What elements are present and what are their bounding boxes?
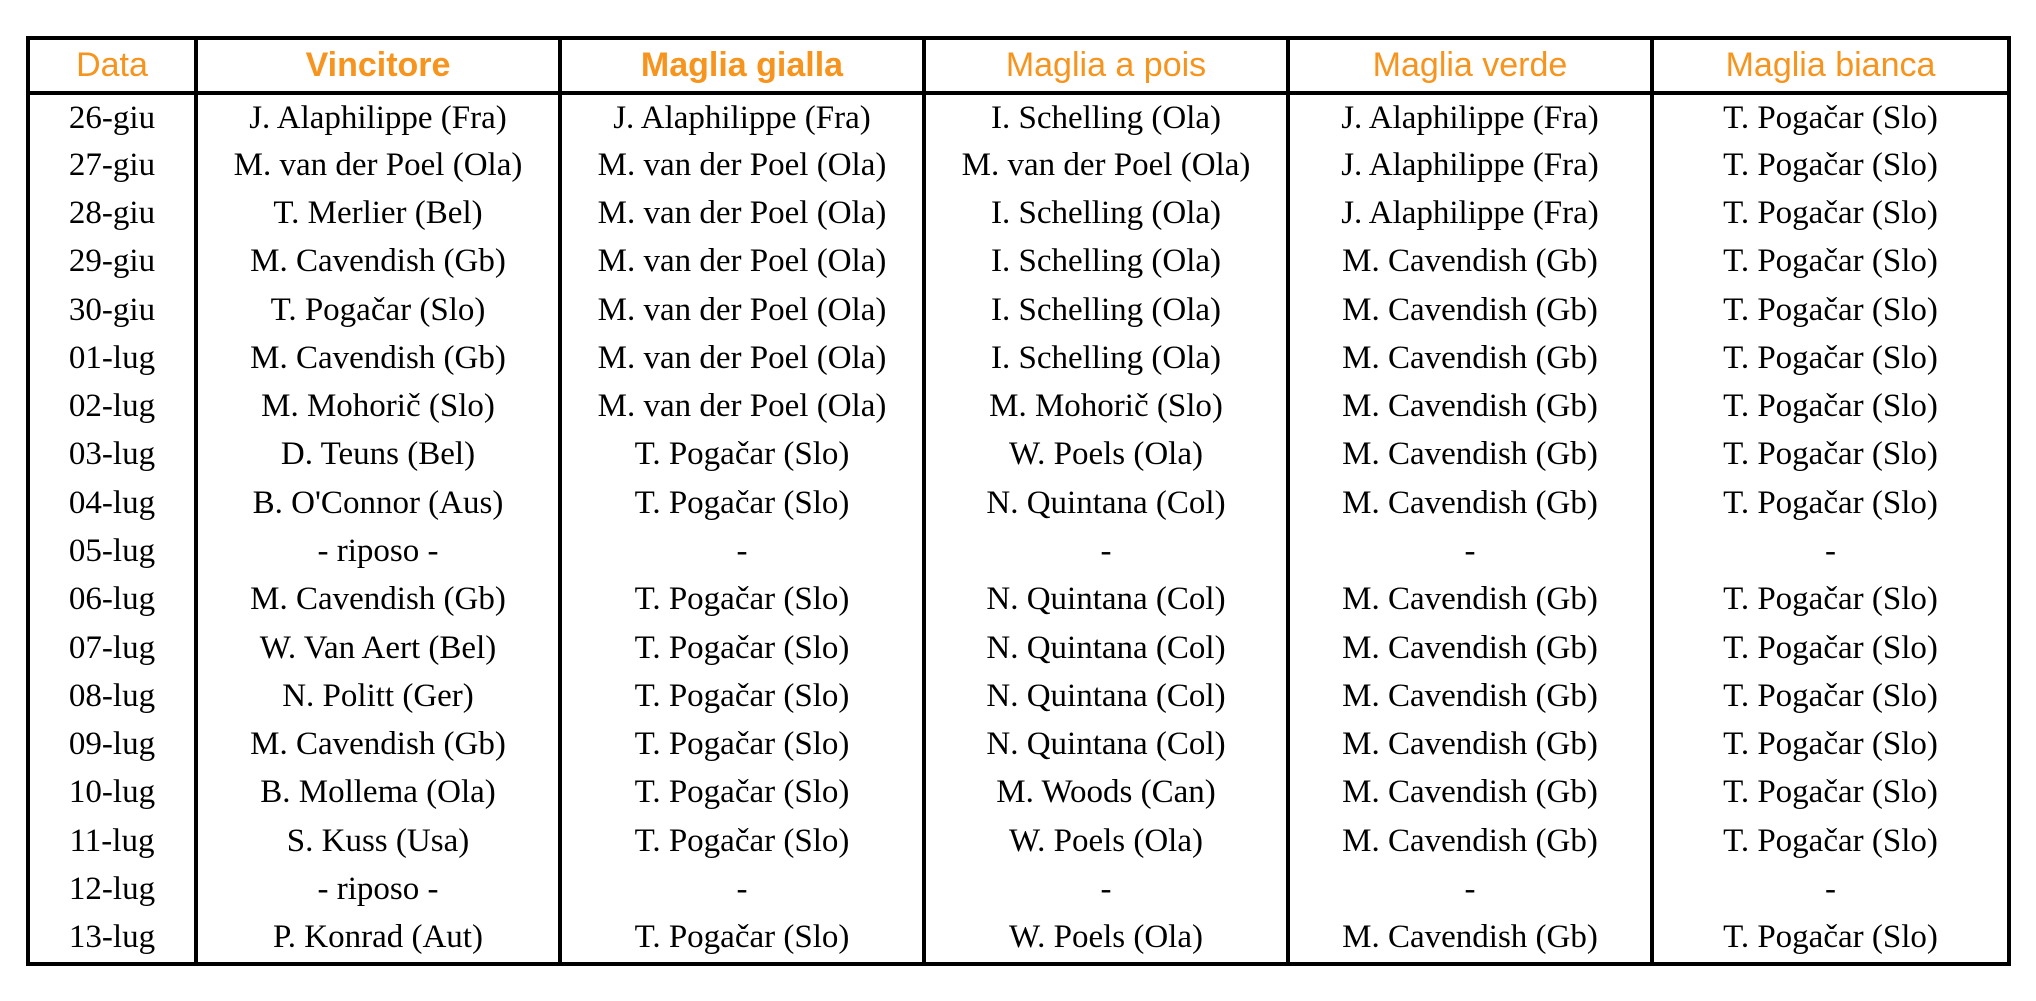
cell-maglia-a-pois: I. Schelling (Ola) — [924, 286, 1288, 334]
cell-maglia-a-pois: I. Schelling (Ola) — [924, 190, 1288, 238]
cell-maglia-verde: J. Alaphilippe (Fra) — [1288, 93, 1652, 141]
table-row — [30, 431, 2007, 479]
cell-vincitore: M. Mohorič (Slo) — [196, 383, 560, 431]
cell-data: 27-giu — [30, 141, 196, 189]
table-row — [30, 238, 2007, 286]
cell-maglia-bianca: - — [1825, 870, 1836, 907]
cell-maglia-a-pois: - — [924, 527, 1288, 575]
cell-maglia-gialla: M. van der Poel (Ola) — [560, 383, 924, 431]
cell-data: 03-lug — [30, 431, 196, 479]
cell-data: 01-lug — [30, 334, 196, 382]
cell-maglia-bianca: - — [1825, 533, 1836, 570]
cell-maglia-verde: M. Cavendish (Gb) — [1288, 334, 1652, 382]
table-row — [30, 576, 2007, 624]
cell-maglia-a-pois: N. Quintana (Col) — [924, 576, 1288, 624]
cell-maglia-gialla: T. Pogačar (Slo) — [560, 576, 924, 624]
cell-maglia-bianca: T. Pogačar (Slo) — [1723, 484, 1938, 521]
header-data: Data — [30, 40, 196, 93]
cell-vincitore: M. Cavendish (Gb) — [196, 238, 560, 286]
cell-data: 28-giu — [30, 190, 196, 238]
header-vincitore: Vincitore — [196, 40, 560, 93]
cell-data: 07-lug — [30, 624, 196, 672]
cell-data: 09-lug — [30, 720, 196, 768]
cell-data: 08-lug — [30, 672, 196, 720]
cell-maglia-bianca: T. Pogačar (Slo) — [1723, 581, 1938, 618]
cell-maglia-verde: M. Cavendish (Gb) — [1288, 769, 1652, 817]
cell-maglia-gialla: T. Pogačar (Slo) — [560, 817, 924, 865]
cell-maglia-verde: J. Alaphilippe (Fra) — [1288, 141, 1652, 189]
cell-data: 04-lug — [30, 479, 196, 527]
cell-maglia-a-pois: I. Schelling (Ola) — [924, 238, 1288, 286]
header-maglia-a-pois: Maglia a pois — [924, 40, 1288, 93]
cell-maglia-bianca: T. Pogačar (Slo) — [1723, 726, 1938, 763]
cell-data: 05-lug — [30, 527, 196, 575]
cell-data: 06-lug — [30, 576, 196, 624]
cell-vincitore: P. Konrad (Aut) — [196, 914, 560, 962]
results-table-frame — [26, 36, 2011, 966]
cell-maglia-gialla: M. van der Poel (Ola) — [560, 141, 924, 189]
cell-maglia-gialla: T. Pogačar (Slo) — [560, 431, 924, 479]
cell-maglia-a-pois: N. Quintana (Col) — [924, 479, 1288, 527]
cell-vincitore: - riposo - — [196, 527, 560, 575]
header-maglia-verde: Maglia verde — [1288, 40, 1652, 93]
cell-maglia-gialla: T. Pogačar (Slo) — [560, 769, 924, 817]
cell-maglia-gialla: M. van der Poel (Ola) — [560, 190, 924, 238]
cell-vincitore: T. Merlier (Bel) — [196, 190, 560, 238]
cell-vincitore: M. Cavendish (Gb) — [196, 334, 560, 382]
table-row — [30, 93, 2007, 141]
table-header-row — [30, 40, 2007, 93]
cell-maglia-verde: M. Cavendish (Gb) — [1288, 914, 1652, 962]
cell-maglia-verde: M. Cavendish (Gb) — [1288, 383, 1652, 431]
cell-maglia-gialla: T. Pogačar (Slo) — [560, 914, 924, 962]
cell-vincitore: B. O'Connor (Aus) — [196, 479, 560, 527]
table-body — [30, 93, 2007, 962]
cell-maglia-a-pois: - — [924, 865, 1288, 913]
cell-maglia-a-pois: W. Poels (Ola) — [924, 914, 1288, 962]
cell-maglia-verde: M. Cavendish (Gb) — [1288, 624, 1652, 672]
cell-vincitore: J. Alaphilippe (Fra) — [196, 93, 560, 141]
cell-maglia-bianca: T. Pogačar (Slo) — [1723, 629, 1938, 666]
tour-results-table — [30, 40, 2007, 962]
cell-maglia-bianca: T. Pogačar (Slo) — [1723, 677, 1938, 714]
header-maglia-gialla: Maglia gialla — [560, 40, 924, 93]
cell-maglia-verde: - — [1288, 865, 1652, 913]
cell-maglia-a-pois: N. Quintana (Col) — [924, 624, 1288, 672]
cell-vincitore: S. Kuss (Usa) — [196, 817, 560, 865]
cell-data: 26-giu — [30, 93, 196, 141]
table-row — [30, 190, 2007, 238]
cell-maglia-a-pois: M. van der Poel (Ola) — [924, 141, 1288, 189]
cell-vincitore: B. Mollema (Ola) — [196, 769, 560, 817]
cell-maglia-a-pois: M. Mohorič (Slo) — [924, 383, 1288, 431]
cell-maglia-gialla: J. Alaphilippe (Fra) — [560, 93, 924, 141]
cell-maglia-verde: M. Cavendish (Gb) — [1288, 238, 1652, 286]
table-row — [30, 479, 2007, 527]
cell-maglia-gialla: T. Pogačar (Slo) — [560, 624, 924, 672]
table-row — [30, 334, 2007, 382]
cell-maglia-verde: M. Cavendish (Gb) — [1288, 672, 1652, 720]
cell-maglia-a-pois: W. Poels (Ola) — [924, 431, 1288, 479]
cell-vincitore: T. Pogačar (Slo) — [196, 286, 560, 334]
cell-maglia-bianca: T. Pogačar (Slo) — [1723, 99, 1938, 136]
cell-vincitore: M. Cavendish (Gb) — [196, 720, 560, 768]
cell-maglia-bianca: T. Pogačar (Slo) — [1723, 774, 1938, 811]
cell-data: 29-giu — [30, 238, 196, 286]
cell-data: 11-lug — [30, 817, 196, 865]
cell-maglia-verde: M. Cavendish (Gb) — [1288, 479, 1652, 527]
cell-maglia-bianca: T. Pogačar (Slo) — [1723, 243, 1938, 280]
cell-maglia-a-pois: I. Schelling (Ola) — [924, 93, 1288, 141]
cell-maglia-gialla: T. Pogačar (Slo) — [560, 672, 924, 720]
cell-maglia-gialla: T. Pogačar (Slo) — [560, 479, 924, 527]
cell-maglia-gialla: - — [560, 865, 924, 913]
cell-vincitore: N. Politt (Ger) — [196, 672, 560, 720]
cell-data: 12-lug — [30, 865, 196, 913]
cell-maglia-gialla: T. Pogačar (Slo) — [560, 720, 924, 768]
table-row — [30, 624, 2007, 672]
cell-maglia-verde: M. Cavendish (Gb) — [1288, 817, 1652, 865]
cell-maglia-bianca: T. Pogačar (Slo) — [1723, 291, 1938, 328]
cell-maglia-verde: J. Alaphilippe (Fra) — [1288, 190, 1652, 238]
table-row — [30, 914, 2007, 962]
cell-maglia-verde: M. Cavendish (Gb) — [1288, 576, 1652, 624]
cell-vincitore: M. Cavendish (Gb) — [196, 576, 560, 624]
cell-maglia-a-pois: I. Schelling (Ola) — [924, 334, 1288, 382]
table-row — [30, 769, 2007, 817]
table-row — [30, 720, 2007, 768]
table-row — [30, 286, 2007, 334]
cell-maglia-gialla: M. van der Poel (Ola) — [560, 334, 924, 382]
cell-data: 13-lug — [30, 914, 196, 962]
cell-maglia-a-pois: W. Poels (Ola) — [924, 817, 1288, 865]
cell-vincitore: W. Van Aert (Bel) — [196, 624, 560, 672]
cell-vincitore: M. van der Poel (Ola) — [196, 141, 560, 189]
table-row — [30, 527, 2007, 575]
table-row — [30, 672, 2007, 720]
header-maglia-bianca: Maglia bianca — [1652, 40, 2007, 93]
cell-data: 10-lug — [30, 769, 196, 817]
cell-maglia-bianca: T. Pogačar (Slo) — [1723, 388, 1938, 425]
cell-maglia-bianca: T. Pogačar (Slo) — [1723, 822, 1938, 859]
cell-maglia-verde: M. Cavendish (Gb) — [1288, 720, 1652, 768]
cell-maglia-verde: M. Cavendish (Gb) — [1288, 431, 1652, 479]
cell-maglia-bianca: T. Pogačar (Slo) — [1723, 436, 1938, 473]
table-row — [30, 383, 2007, 431]
cell-data: 02-lug — [30, 383, 196, 431]
cell-maglia-gialla: - — [560, 527, 924, 575]
cell-maglia-bianca: T. Pogačar (Slo) — [1723, 146, 1938, 183]
cell-maglia-a-pois: M. Woods (Can) — [924, 769, 1288, 817]
cell-vincitore: D. Teuns (Bel) — [196, 431, 560, 479]
cell-maglia-gialla: M. van der Poel (Ola) — [560, 238, 924, 286]
table-row — [30, 865, 2007, 913]
cell-maglia-bianca: T. Pogačar (Slo) — [1723, 919, 1938, 956]
cell-maglia-a-pois: N. Quintana (Col) — [924, 672, 1288, 720]
cell-data: 30-giu — [30, 286, 196, 334]
cell-maglia-verde: - — [1288, 527, 1652, 575]
cell-maglia-bianca: T. Pogačar (Slo) — [1723, 339, 1938, 376]
cell-maglia-gialla: M. van der Poel (Ola) — [560, 286, 924, 334]
cell-maglia-verde: M. Cavendish (Gb) — [1288, 286, 1652, 334]
table-row — [30, 817, 2007, 865]
table-row — [30, 141, 2007, 189]
cell-maglia-bianca: T. Pogačar (Slo) — [1723, 195, 1938, 232]
cell-vincitore: - riposo - — [196, 865, 560, 913]
cell-maglia-a-pois: N. Quintana (Col) — [924, 720, 1288, 768]
